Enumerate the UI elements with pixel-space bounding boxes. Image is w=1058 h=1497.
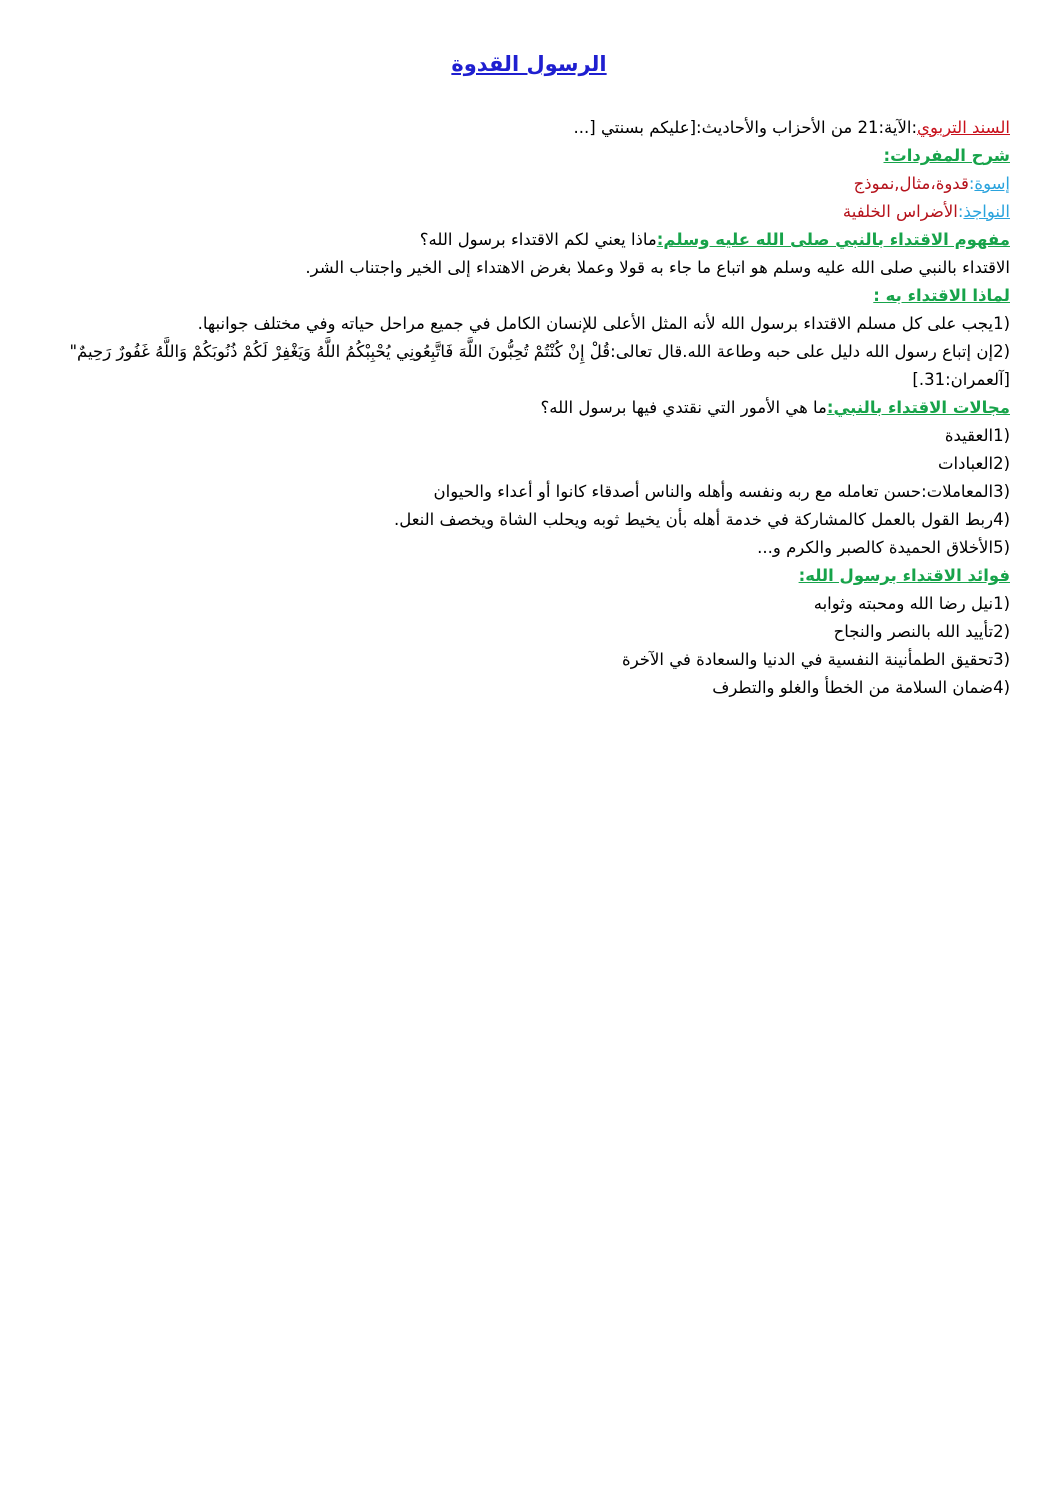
domain-item: (1العقيدة <box>944 426 1010 445</box>
vocab-sep: : <box>968 174 975 193</box>
vocab-term: إسوة <box>974 174 1010 193</box>
benefits-heading: فوائد الاقتداء برسول الله: <box>798 566 1010 585</box>
domain-item: (5الأخلاق الحميدة كالصبر والكرم و... <box>757 538 1010 557</box>
why-item: (2إن إتباع رسول الله دليل على حبه وطاعة الله.قال تعالى:قُلْ إِنْ كُنْتُمْ تُحِبُّونَ اللَّهَ فَاتَّبِعُونِي يُحْبِبْكُمُ اللَّهُ وَيَغْفِرْ لَكُمْ ذُنُوبَكُمْ وَاللَّهُ غَفُورٌ رَحِيمٌ"[آلعمران:31.] <box>69 342 1010 389</box>
lesson-content <box>50 114 1010 702</box>
vocab-item <box>50 198 1010 226</box>
vocab-meaning: الأضراس الخلفية <box>842 202 958 221</box>
vocab-term: النواجذ <box>963 202 1010 221</box>
domain-item: (3المعاملات:حسن تعامله مع ربه ونفسه وأهله والناس أصدقاء كانوا أو أعداء والحيوان <box>433 482 1010 501</box>
benefit-item: (3تحقيق الطمأنينة النفسية في الدنيا والسعادة في الآخرة <box>622 650 1010 669</box>
domain-item: (4ربط القول بالعمل كالمشاركة في خدمة أهله بأن يخيط ثوبه ويحلب الشاة ويخصف النعل. <box>393 510 1010 529</box>
sanad-line <box>50 114 1010 142</box>
vocab-item <box>50 170 1010 198</box>
domains-question: ما هي الأمور التي نقتدي فيها برسول الله؟ <box>540 398 827 417</box>
page-title: الرسول القدوة <box>451 52 607 76</box>
vocab-meaning: قدوة،مثال,نموذج <box>853 174 969 193</box>
vocab-heading: شرح المفردات: <box>883 146 1010 165</box>
domain-item: (2العبادات <box>938 454 1010 473</box>
benefit-item: (4ضمان السلامة من الخطأ والغلو والتطرف <box>712 678 1010 697</box>
domains-heading: مجالات الاقتداء بالنبي: <box>826 398 1010 417</box>
concept-heading: مفهوم الاقتداء بالنبي صلى الله عليه وسلم: <box>656 230 1010 249</box>
domains-line <box>50 394 1010 422</box>
sanad-text: :الآية:21 من الأحزاب والأحاديث:[عليكم بسنتي [... <box>573 118 918 137</box>
sanad-label: السند التربوي <box>917 118 1010 137</box>
concept-question: ماذا يعني لكم الاقتداء برسول الله؟ <box>419 230 657 249</box>
benefit-item: (1نيل رضا الله ومحبته وثوابه <box>813 594 1010 613</box>
concept-line <box>50 226 1010 254</box>
why-item: (1يجب على كل مسلم الاقتداء برسول الله لأنه المثل الأعلى للإنسان الكامل في جميع مراحل حياته وفي مختلف جوانبها. <box>197 314 1010 333</box>
concept-answer: الاقتداء بالنبي صلى الله عليه وسلم هو اتباع ما جاء به قولا وعملا بغرض الاهتداء إلى الخير واجتناب الشر. <box>305 258 1010 277</box>
vocab-sep: : <box>957 202 964 221</box>
benefit-item: (2تأييد الله بالنصر والنجاح <box>833 622 1010 641</box>
why-heading: لماذا الاقتداء به : <box>873 286 1010 305</box>
